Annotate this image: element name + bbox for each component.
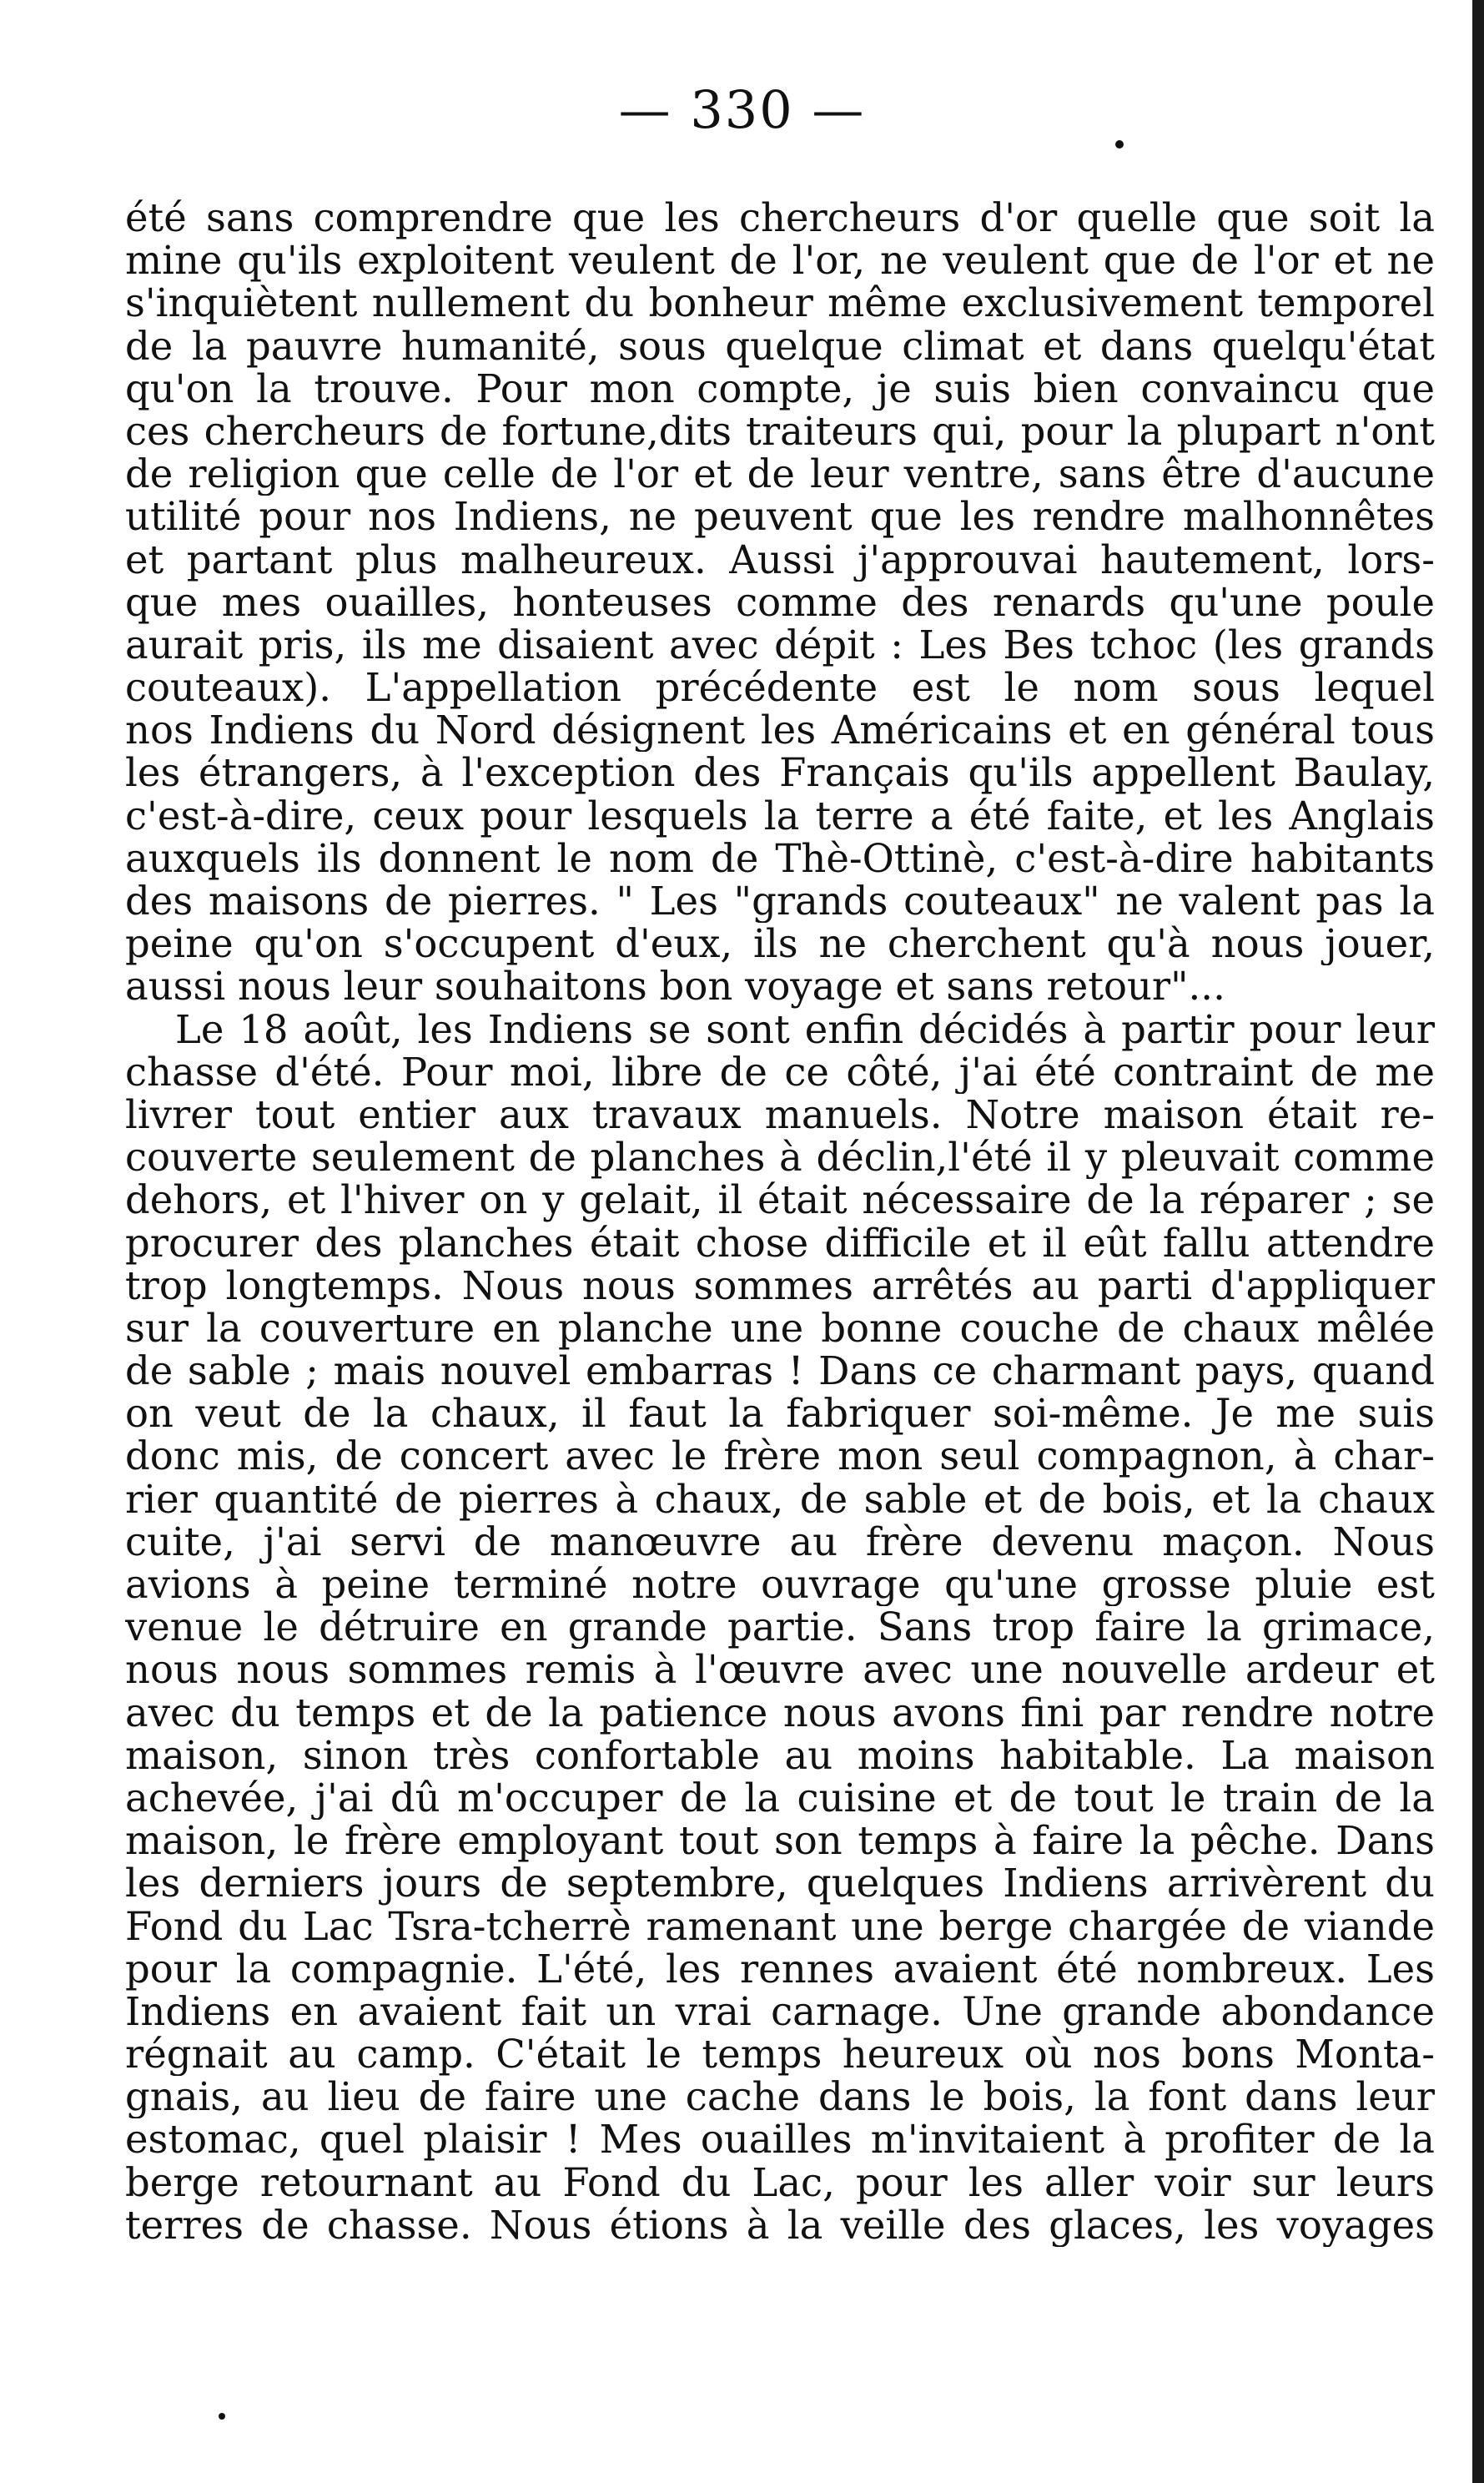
text-line: maison, le frère employant tout son temps à faire la pêche. Dans <box>125 1820 1435 1863</box>
text-line: auxquels ils donnent le nom de Thè-Ottinè, c'est-à-dire habitants <box>125 837 1435 880</box>
text-line: Le 18 août, les Indiens se sont enfin décidés à partir pour leur <box>175 1008 1435 1051</box>
text-line: de sable ; mais nouvel embarras ! Dans ce charmant pays, quand <box>125 1350 1435 1393</box>
text-line: utilité pour nos Indiens, ne peuvent que les rendre malhonnêtes <box>125 496 1435 539</box>
text-line: avions à peine terminé notre ouvrage qu'une grosse pluie est <box>125 1564 1435 1607</box>
text-line: des maisons de pierres. " Les "grands couteaux" ne valent pas la <box>125 880 1435 924</box>
text-line: achevée, j'ai dû m'occuper de la cuisine et de tout le train de la <box>125 1776 1435 1821</box>
text-line: cuite, j'ai servi de manœuvre au frère devenu maçon. Nous <box>125 1520 1435 1564</box>
text-line: berge retournant au Fond du Lac, pour les aller voir sur leurs <box>125 2161 1435 2204</box>
text-line: les étrangers, à l'exception des Français qu'ils appellent Baulay, <box>125 752 1435 795</box>
text-line: aurait pris, ils me disaient avec dépit : Les Bes tchoc (les grands <box>125 623 1435 667</box>
text-line: régnait au camp. C'était le temps heureux où nos bons Monta- <box>125 2033 1435 2077</box>
ink-speck <box>219 2413 225 2420</box>
text-line: nos Indiens du Nord désignent les Américains et en général tous <box>125 709 1435 753</box>
text-line: dehors, et l'hiver on y gelait, il était nécessaire de la réparer ; se <box>125 1179 1435 1222</box>
text-line: peine qu'on s'occupent d'eux, ils ne cherchent qu'à nous jouer, <box>125 923 1435 966</box>
text-line: sur la couverture en planche une bonne couche de chaux mêlée <box>125 1307 1435 1351</box>
text-line: qu'on la trouve. Pour mon compte, je suis bien convaincu que <box>125 367 1435 410</box>
text-line: couteaux). L'appellation précédente est le nom sous lequel <box>125 667 1435 710</box>
text-line: nous nous sommes remis à l'œuvre avec une nouvelle ardeur et <box>125 1649 1435 1692</box>
text-line: les derniers jours de septembre, quelques Indiens arrivèrent du <box>125 1862 1435 1906</box>
text-line: c'est-à-dire, ceux pour lesquels la terre a été faite, et les Anglais <box>125 794 1435 838</box>
text-line: on veut de la chaux, il faut la fabriquer soi-même. Je me suis <box>125 1393 1435 1436</box>
page-number: — 330 — <box>618 79 866 140</box>
text-line: Fond du Lac Tsra-tcherrè ramenant une berge chargée de viande <box>125 1905 1435 1948</box>
text-line: Indiens en avaient fait un vrai carnage. Une grande abondance <box>125 1990 1435 2034</box>
text-line: procurer des planches était chose difficile et il eût fallu attendre <box>125 1221 1435 1265</box>
page-edge-shadow <box>1472 0 1484 2483</box>
text-line: gnais, au lieu de faire une cache dans le bois, la font dans leur <box>125 2076 1435 2119</box>
text-line: maison, sinon très confortable au moins habitable. La maison <box>125 1734 1435 1777</box>
text-line: livrer tout entier aux travaux manuels. Notre maison était re- <box>125 1093 1435 1137</box>
body-text <box>125 197 1435 2247</box>
text-line: mine qu'ils exploitent veulent de l'or, ne veulent que de l'or et ne <box>125 239 1435 283</box>
text-line: été sans comprendre que les chercheurs d'or quelle que soit la <box>125 197 1435 240</box>
text-line: de religion que celle de l'or et de leur ventre, sans être d'aucune <box>125 453 1435 496</box>
text-line: venue le détruire en grande partie. Sans trop faire la grimace, <box>125 1606 1435 1649</box>
text-line: de la pauvre humanité, sous quelque climat et dans quelqu'état <box>125 325 1435 368</box>
text-line: terres de chasse. Nous étions à la veille des glaces, les voyages <box>125 2203 1435 2247</box>
text-line: chasse d'été. Pour moi, libre de ce côté, j'ai été contraint de me <box>125 1050 1435 1094</box>
text-line: rier quantité de pierres à chaux, de sable et de bois, et la chaux <box>125 1478 1435 1521</box>
text-line: couverte seulement de planches à déclin,l'été il y pleuvait comme <box>125 1136 1435 1180</box>
text-line: avec du temps et de la patience nous avons fini par rendre notre <box>125 1691 1435 1735</box>
text-line: que mes ouailles, honteuses comme des renards qu'une poule <box>125 581 1435 624</box>
text-line: aussi nous leur souhaitons bon voyage et sans retour"... <box>125 965 1225 1009</box>
text-line: estomac, quel plaisir ! Mes ouailles m'invitaient à profiter de la <box>125 2118 1435 2162</box>
text-line: trop longtemps. Nous nous sommes arrêtés au parti d'appliquer <box>125 1264 1435 1307</box>
text-line: pour la compagnie. L'été, les rennes avaient été nombreux. Les <box>125 1947 1435 1991</box>
text-line: et partant plus malheureux. Aussi j'approuvai hautement, lors- <box>125 538 1435 582</box>
ink-speck <box>1115 140 1124 149</box>
text-line: donc mis, de concert avec le frère mon seul compagnon, à char- <box>125 1435 1435 1478</box>
text-line: s'inquiètent nullement du bonheur même exclusivement temporel <box>125 282 1435 325</box>
text-line: ces chercheurs de fortune,dits traiteurs qui, pour la plupart n'ont <box>125 410 1435 454</box>
